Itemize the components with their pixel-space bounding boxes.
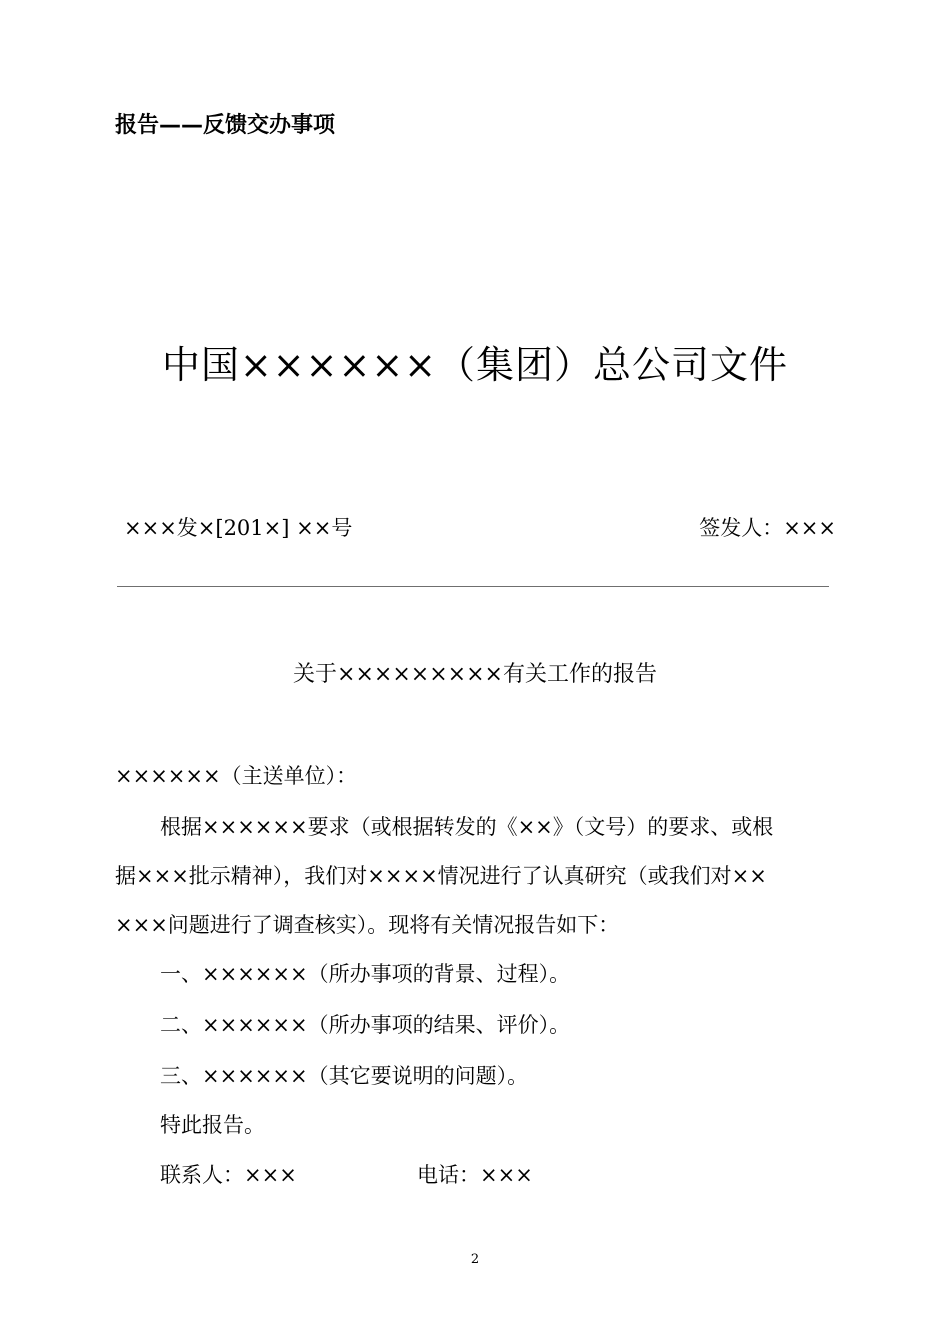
document-heading: 报告——反馈交办事项	[115, 113, 336, 138]
recipient-line: ××××××（主送单位）：	[115, 764, 358, 788]
list-item-1: 一、××××××（所办事项的背景、过程）。	[160, 962, 571, 986]
body-line-2: 据×××批示精神），我们对××××情况进行了认真研究（或我们对××	[115, 864, 767, 888]
masthead-title: 中国××××××（集团）总公司文件	[161, 343, 789, 387]
signer: 签发人：×××	[699, 516, 836, 540]
document-number: ×××发×[201×] ××号	[124, 516, 353, 540]
list-item-3: 三、××××××（其它要说明的问题）。	[160, 1064, 529, 1088]
list-item-2: 二、××××××（所办事项的结果、评价）。	[160, 1013, 571, 1037]
closing-line: 特此报告。	[160, 1113, 265, 1137]
page-number: 2	[470, 1252, 480, 1267]
contact-person: 联系人：×××	[160, 1163, 297, 1187]
report-title: 关于×××××××××有关工作的报告	[293, 662, 657, 687]
body-line-1: 根据××××××要求（或根据转发的《××》（文号）的要求、或根	[160, 815, 774, 839]
body-line-3: ×××问题进行了调查核实）。现将有关情况报告如下：	[115, 913, 620, 937]
contact-phone: 电话：×××	[417, 1163, 533, 1187]
header-divider	[117, 586, 829, 587]
